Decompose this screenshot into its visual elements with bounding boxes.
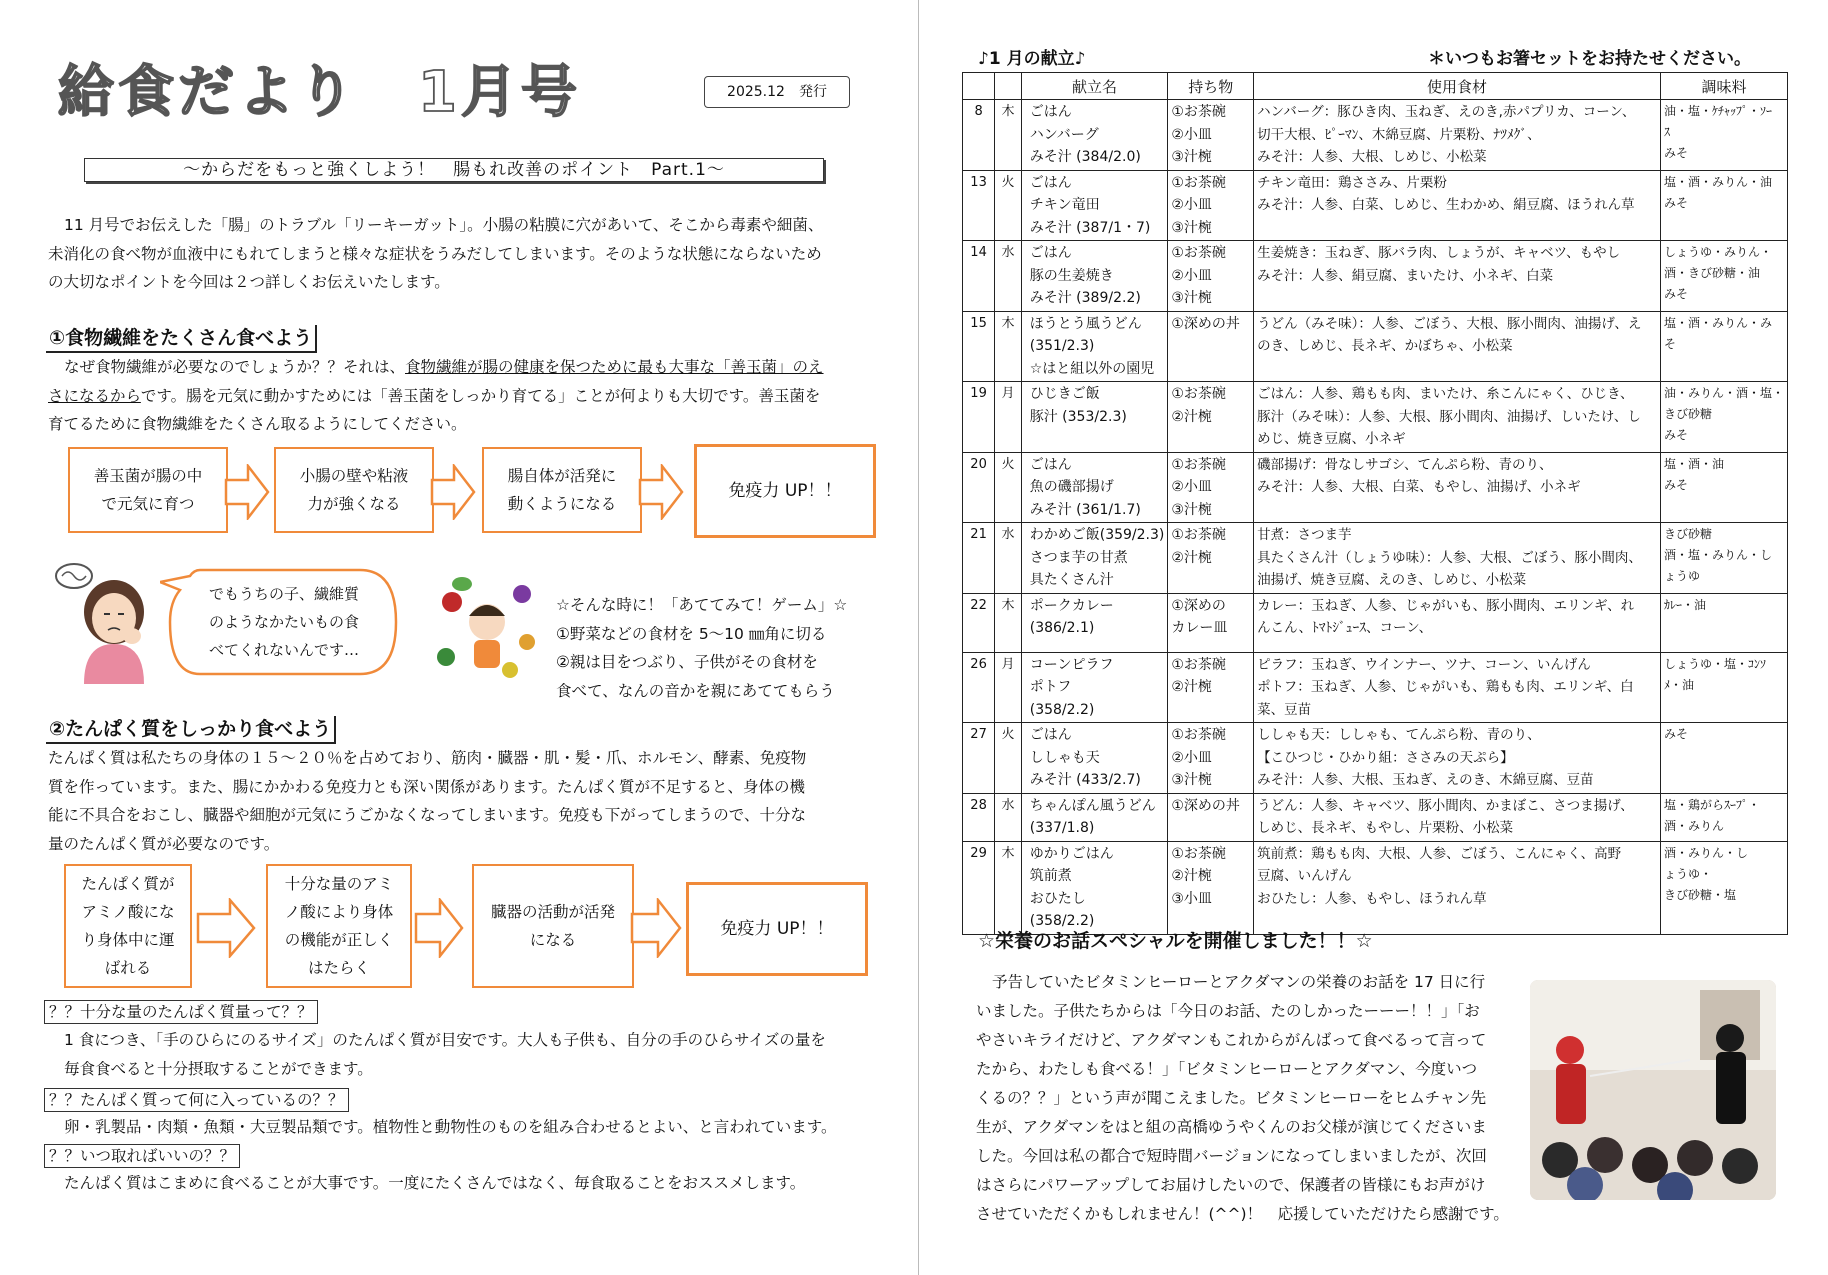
flow1-step3 [482,447,642,533]
special-line: やさいキライだけど、アクダマンもこれからがんばって食べるって言って [976,1031,1487,1049]
cell-items-line: カレー皿 [1171,620,1228,636]
cell-seasonings-line: 油・塩・ｹﾁｬｯﾌﾟ・ｿｰ [1663,104,1772,118]
flow2-result: 免疫力 UP！！ [686,882,868,976]
cell-ingredients-line: んこん、ﾄﾏﾄｼﾞｭｰｽ、コーン、 [1257,620,1433,636]
section1-text: 育てるために食物繊維をたくさん取るようにしてください。 [48,415,467,433]
cell-items-line: ①お茶碗 [1171,527,1226,543]
cell-dishes-line: ししゃも天 [1029,749,1100,766]
cell-dishes-line: みそ汁 (361/1.7) [1029,501,1141,518]
cell-ingredients [1254,311,1661,382]
cell-dishes [1021,170,1168,241]
cell-day: 19 [963,382,995,453]
cell-dishes-line: (358/2.2) [1029,913,1095,929]
cell-day: 28 [963,793,995,841]
menu-row [963,311,1788,382]
cell-items-line: ①お茶碗 [1171,245,1226,261]
question-2: ？？たんぱく質って何に入っているの？？ [44,1088,349,1112]
cell-dishes [1021,100,1168,171]
flow-text: ノ酸により身体 [284,903,394,921]
cell-seasonings-line: きび砂糖 [1663,407,1712,421]
cell-dow: 月 [995,382,1022,453]
question-3: ？？いつ取ればいいの？？ [44,1144,240,1168]
cell-seasonings [1660,652,1787,723]
cell-seasonings-line: 酒・塩・みりん・し [1663,548,1772,562]
menu-row [963,452,1788,523]
cell-dishes-line: チキン竜田 [1029,197,1100,213]
cell-ingredients-line: うどん（みそ味）：人参、ごぼう、大根、豚小間肉、油揚げ、え [1257,315,1642,332]
cell-ingredients-line: 具たくさん汁（しょうゆ味）：人参、大根、ごぼう、豚小間肉、 [1257,549,1642,566]
flow-text: ばれる [104,959,152,977]
menu-row [963,723,1788,794]
cell-seasonings [1660,452,1787,523]
cell-dishes-line: ちゃんぽん風うどん [1029,797,1156,814]
cell-dishes [1021,652,1168,723]
cell-ingredients [1254,100,1661,171]
intro-line: の大切なポイントを今回は２つ詳しくお伝えいたします。 [48,273,450,291]
cell-ingredients-line: ししゃも天：ししゃも、てんぷら粉、青のり、 [1257,727,1541,743]
cell-dishes [1021,523,1168,594]
cell-items [1168,723,1254,794]
cell-seasonings-line: みそ [1663,146,1688,160]
section1-heading: ①食物繊維をたくさん食べよう [46,325,317,353]
newsletter-title: 給食だより 1月号 [58,60,581,125]
cell-dishes-line: (337/1.8) [1029,820,1095,836]
cell-dishes-line: (351/2.3) [1029,338,1095,354]
cell-seasonings-line: ょうゆ [1663,569,1700,583]
section1-text: なぜ食物繊維が必要なのでしょうか？？それは、 [64,358,406,376]
cell-ingredients-line: 切干大根、ﾋﾟｰﾏﾝ、木綿豆腐、片栗粉、ﾅﾂﾒｸﾞ、 [1257,126,1541,143]
cell-items [1168,593,1254,652]
cell-dishes-line: コーンピラフ [1029,656,1114,673]
issue-date: 2025.12 発行 [704,76,850,108]
answer-line: 毎食食べると十分摂取することができます。 [64,1059,373,1078]
cell-ingredients-line: みそ汁：人参、絹豆腐、まいたけ、小ネギ、白菜 [1257,267,1554,284]
cell-items-line: ①深めの丼 [1171,315,1240,332]
cell-items-line: ②小皿 [1171,479,1212,495]
menu-row [963,593,1788,652]
cell-ingredients-line: ごはん：人参、鶏もも肉、まいたけ、糸こんにゃく、ひじき、 [1257,386,1634,402]
cell-dow: 水 [995,523,1022,594]
cell-dow: 水 [995,241,1022,312]
flow-text: になる [529,931,577,949]
cell-seasonings [1660,241,1787,312]
section1-underlined-text: 食物繊維が腸の健康を保つために最も大事な「善玉菌」のえ [405,358,824,376]
cell-items [1168,452,1254,523]
cell-dishes [1021,793,1168,841]
cell-ingredients-line: 油揚げ、焼き豆腐、えのき、しめじ、小松菜 [1257,572,1527,588]
cell-seasonings-line: ｶﾚｰ・油 [1663,597,1706,612]
cell-seasonings-line: 塩・酒・みりん・油 [1663,174,1772,189]
cell-seasonings-line: 酒・みりん・し [1663,845,1748,860]
special-line: した。今回は私の都合で短時間バージョンになってしまいましたが、次回 [976,1147,1487,1165]
flow-text: たんぱく質が [81,875,175,893]
cell-items-line: ②汁椀 [1171,868,1212,884]
cell-ingredients-line: みそ汁：人参、白菜、しめじ、生わかめ、絹豆腐、ほうれん草 [1257,197,1635,213]
cell-dishes-line: みそ汁 (389/2.2) [1029,290,1141,306]
cell-dishes [1021,723,1168,794]
cell-ingredients [1254,723,1661,794]
cell-dow: 木 [995,593,1022,652]
cell-items-line: ③汁椀 [1171,290,1212,306]
section1-underlined-text: さになるから [48,386,141,405]
cell-seasonings-line: みそ [1663,727,1688,741]
answer-2: 卵・乳製品・肉類・魚類・大豆製品類です。植物性と動物性のものを組み合わせるとよい、と言われています。 [64,1118,837,1136]
flow-text: の機能が正しく [284,931,394,949]
cell-ingredients-line: のき、しめじ、長ネギ、かぼちゃ、小松菜 [1257,338,1513,354]
cell-seasonings-line: ﾒ・油 [1663,677,1694,692]
cell-dishes-line: (386/2.1) [1029,620,1095,636]
cell-ingredients [1254,793,1661,841]
cell-seasonings [1660,841,1787,934]
cell-ingredients-line: めじ、焼き豆腐、小ネギ [1257,431,1406,447]
cell-items [1168,311,1254,382]
cell-dishes-line: ハンバーグ [1029,126,1099,143]
cell-items-line: ②小皿 [1171,197,1212,213]
special-line: 予告していたビタミンヒーローとアクダマンの栄養のお話を 17 日に行 [992,973,1486,991]
cell-ingredients-line: 豆腐、いんげん [1257,868,1352,884]
cell-items [1168,382,1254,453]
cell-dishes-line: ごはん [1029,104,1072,120]
flow-arrow-icon [630,898,682,958]
cell-ingredients [1254,593,1661,652]
cell-seasonings-line: ｽ [1663,125,1670,139]
bubble-line: のようなかたいもの食 [208,613,359,631]
game-box [556,591,847,705]
cell-dishes-line: 豚の生姜焼き [1029,267,1114,284]
special-line: 生が、アクダマンをはと組の高橋ゆうやくんのお父様が演じてくださいま [976,1118,1487,1136]
cell-seasonings-line: そ [1663,336,1676,351]
menu-title: ♪1 月の献立♪ [978,49,1086,69]
cell-day: 29 [963,841,995,934]
cell-day: 13 [963,170,995,241]
cell-ingredients-line: チキン竜田：鶏ささみ、片栗粉 [1257,174,1447,191]
cell-day: 15 [963,311,995,382]
cell-seasonings-line: みそ [1663,477,1688,492]
flow1-step1 [68,447,228,533]
cell-day: 8 [963,100,995,171]
menu-table [962,72,1788,935]
header-ingredients: 使用食材 [1254,73,1661,100]
worried-mother-illustration [44,554,160,684]
cell-day: 26 [963,652,995,723]
cell-ingredients-line: しめじ、長ネギ、もやし、片栗粉、小松菜 [1257,820,1514,836]
special-line: たから、わたしも食べる！」「ビタミンヒーローとアクダマン、今度いつ [976,1060,1478,1078]
child-vegetables-illustration [432,572,542,682]
cell-items-line: ③汁椀 [1171,772,1212,788]
cell-seasonings-line: 酒・きび砂糖・油 [1663,266,1760,280]
cell-seasonings-line: みそ [1663,428,1688,442]
cell-ingredients [1254,652,1661,723]
cell-seasonings [1660,170,1787,241]
cell-seasonings [1660,793,1787,841]
cell-dow: 月 [995,652,1022,723]
cell-dow: 木 [995,841,1022,934]
cell-day: 20 [963,452,995,523]
cell-items-line: ①お茶碗 [1171,174,1226,191]
cell-items [1168,241,1254,312]
cell-seasonings-line: きび砂糖・塩 [1663,887,1736,902]
section2-line: 能に不具合をおこし、臓器や細胞が元気にうごかなくなってしまいます。免疫も下がってしまうので、十分な [48,806,806,824]
cell-items [1168,523,1254,594]
cell-dishes-line: ☆はと組以外の園児 [1029,360,1155,377]
cell-dishes-line: ごはん [1029,456,1072,473]
special-heading: ☆栄養のお話スペシャルを開催しました！！☆ [978,930,1373,952]
cell-items-line: ②汁椀 [1171,679,1212,695]
intro-line: 11 月号でお伝えした「腸」のトラブル「リーキーガット」。小腸の粘膜に穴があいて、そこから毒素や細菌、 [64,216,824,234]
intro-paragraph [48,211,823,297]
section2-paragraph [48,744,806,858]
header-items: 持ち物 [1168,73,1254,100]
cell-dishes-line: みそ汁 (384/2.0) [1029,149,1141,165]
cell-seasonings-line: しょうゆ・みりん・ [1663,245,1772,259]
flow-text: 十分な量のアミ [284,875,394,893]
cell-ingredients-line: 豚汁（みそ味）：人参、大根、豚小間肉、油揚げ、しいたけ、し [1257,408,1641,425]
flow-arrow-icon [638,464,684,520]
cell-ingredients-line: ポトフ：玉ねぎ、人参、じゃがいも、鶏もも肉、エリンギ、白 [1257,679,1634,695]
menu-row [963,652,1788,723]
cell-seasonings-line: しょうゆ・塩・ｺﾝｿ [1663,656,1766,671]
menu-row [963,793,1788,841]
cell-items [1168,170,1254,241]
menu-header-row [963,73,1788,100]
menu-row [963,241,1788,312]
cell-seasonings-line: 塩・酒・油 [1663,456,1724,471]
cell-dow: 火 [995,452,1022,523]
cell-dishes-line: ひじきご飯 [1029,386,1100,402]
cell-dishes-line: おひたし [1029,890,1086,907]
special-line: はさらにパワーアップしてお届けしたいので、保護者の皆様にもお声がけ [976,1176,1486,1194]
flow-arrow-icon [224,464,270,520]
header-day [963,73,995,100]
section2-line: 量のたんぱく質が必要なのです。 [48,834,280,853]
cell-ingredients [1254,241,1661,312]
cell-items-line: ③小皿 [1171,890,1212,907]
cell-ingredients-line: カレー：玉ねぎ、人参、じゃがいも、豚小間肉、エリンギ、れ [1257,597,1635,614]
flow-text: はたらく [307,959,370,977]
game-step: ②親は目をつぶり、子供がその食材を [556,653,818,671]
cell-dow: 火 [995,170,1022,241]
cell-day: 22 [963,593,995,652]
cell-dishes-line: みそ汁 (387/1・7) [1029,219,1151,236]
flow2-step3 [472,864,634,988]
cell-items-line: ①お茶碗 [1171,656,1226,673]
subtitle-banner: ～からだをもっと強くしよう！ 腸もれ改善のポイント Part.1～ [84,158,824,182]
cell-items-line: ③汁椀 [1171,149,1212,165]
cell-items [1168,652,1254,723]
cell-dishes-line: ほうとう風うどん [1029,315,1142,332]
cell-seasonings-line: 塩・鶏がらｽｰﾌﾟ・ [1663,797,1760,812]
cell-dishes [1021,593,1168,652]
cell-items-line: ③汁椀 [1171,219,1212,236]
special-line: くるの？？」という声が聞こえました。ビタミンヒーローをヒムチャン先 [976,1089,1487,1107]
flow2-step1 [64,864,192,988]
header-seasonings: 調味料 [1660,73,1787,100]
cell-dishes-line: ごはん [1029,174,1072,191]
cell-dishes-line: 筑前煮 [1029,868,1072,884]
answer-1 [48,1026,826,1083]
special-line: いました。子供たちからは「今日のお話、たのしかったーーー！！」「お [976,1002,1480,1020]
cell-seasonings [1660,593,1787,652]
cell-dishes-line: ポークカレー [1029,597,1114,614]
cell-ingredients [1254,382,1661,453]
bubble-line: べてくれないんです… [208,641,359,659]
flow-text: り身体中に運 [81,931,175,949]
cell-seasonings-line: みそ [1663,195,1688,210]
cell-items-line: ②小皿 [1171,126,1212,143]
cell-seasonings-line: 酒・みりん [1663,818,1724,833]
cell-dishes-line: ゆかりごはん [1029,845,1114,862]
cell-dishes-line: 具たくさん汁 [1029,572,1114,588]
flow-text: で元気に育つ [101,495,195,513]
cell-seasonings-line: みそ [1663,287,1688,301]
cell-ingredients-line: ハンバーグ：豚ひき肉、玉ねぎ、えのき,赤パプリカ、コーン、 [1257,104,1636,120]
cell-dishes-line: 豚汁 (353/2.3) [1029,408,1127,425]
section2-heading: ②たんぱく質をしっかり食べよう [46,716,336,744]
intro-line: 未消化の食べ物が血液中にもれてしまうと様々な症状をうみだしてしまいます。そのような状態にならないため [48,244,822,263]
cell-day: 27 [963,723,995,794]
cell-ingredients-line: 菜、豆苗 [1257,701,1312,718]
cell-seasonings [1660,382,1787,453]
cell-ingredients-line: みそ汁：人参、大根、白菜、もやし、油揚げ、小ネギ [1257,479,1581,495]
game-title: ☆そんな時に！「あててみて！ゲーム」☆ [556,596,848,614]
section1-paragraph [48,353,824,439]
cell-items-line: ②小皿 [1171,267,1212,284]
cell-ingredients-line: 甘煮：さつま芋 [1257,527,1352,543]
flow-text: 腸自体が活発に [507,467,617,485]
cell-ingredients-line: 磯部揚げ：骨なしサゴシ、てんぷら粉、青のり、 [1257,456,1553,473]
cell-dishes-line: ごはん [1029,727,1072,743]
chopsticks-reminder: ＊いつもお箸セットをお持たせください。 [1428,49,1751,69]
cell-items-line: ②汁椀 [1171,408,1212,425]
cell-seasonings-line: きび砂糖 [1663,527,1712,541]
section2-line: たんぱく質は私たちの身体の１５～２０％を占めており、筋肉・臓器・肌・髪・爪、ホルモン、酵素、免疫物 [48,749,807,767]
bubble-line: でもうちの子、繊維質 [208,585,359,603]
cell-dishes-line: さつま芋の甘煮 [1029,549,1128,566]
cell-ingredients [1254,170,1661,241]
cell-dishes [1021,452,1168,523]
menu-row [963,382,1788,453]
cell-seasonings [1660,723,1787,794]
cell-items-line: ①お茶碗 [1171,845,1226,862]
cell-ingredients-line: みそ汁：人参、大根、玉ねぎ、えのき、木綿豆腐、豆苗 [1257,772,1594,788]
cell-ingredients-line: 【こひつじ・ひかり組：ささみの天ぷら】 [1257,749,1514,766]
cell-items-line: ①深めの丼 [1171,797,1240,814]
cell-dishes-line: ポトフ [1029,679,1072,695]
cell-dishes [1021,311,1168,382]
cell-ingredients-line: うどん：人参、キャベツ、豚小間肉、かまぼこ、さつま揚げ、 [1257,797,1634,814]
flow-text: 臓器の活動が活発 [490,903,615,921]
header-dish: 献立名 [1021,73,1168,100]
cell-dishes [1021,382,1168,453]
cell-items-line: ①お茶碗 [1171,104,1226,120]
cell-ingredients [1254,523,1661,594]
cell-items [1168,793,1254,841]
flow2-step2 [266,864,412,988]
menu-row [963,170,1788,241]
cell-items-line: ①お茶碗 [1171,456,1226,473]
cell-dishes-line: (358/2.2) [1029,701,1095,718]
answer-3: たんぱく質はこまめに食べることが大事です。一度にたくさんではなく、毎食取ることをおススメします。 [64,1174,806,1192]
flow-arrow-icon [430,464,476,520]
flow-text: 動くようになる [507,495,617,513]
cell-day: 14 [963,241,995,312]
flow-text: 力が強くなる [307,495,401,513]
cell-dow: 火 [995,723,1022,794]
special-paragraph [976,968,1509,1229]
flow-text: 小腸の壁や粘液 [299,467,409,485]
cell-seasonings-line: 油・みりん・酒・塩・ [1663,386,1784,400]
cell-seasonings-line: ょうゆ・ [1663,866,1712,881]
flow-text: アミノ酸にな [81,903,175,921]
flow-arrow-icon [196,898,258,958]
cell-dishes-line: ごはん [1029,245,1072,261]
answer-line: 1 食につき、「手のひらにのるサイズ」のたんぱく質が目安です。大人も子供も、自分の手のひらサイズの量を [64,1031,826,1049]
cell-seasonings [1660,523,1787,594]
section2-line: 質を作っています。また、腸にかかわる免疫力とも深い関係があります。たんぱく質が不足すると、身体の機 [48,777,806,796]
cell-dishes [1021,841,1168,934]
menu-row [963,523,1788,594]
game-step: ①野菜などの食材を 5～10 ㎜角に切る [556,624,827,643]
cell-items-line: ③汁椀 [1171,501,1212,518]
event-photo [1530,980,1776,1200]
cell-dow: 木 [995,311,1022,382]
cell-items [1168,100,1254,171]
header-dow [995,73,1022,100]
cell-items [1168,841,1254,934]
cell-ingredients [1254,452,1661,523]
flow1-step2 [274,447,434,533]
cell-dishes-line: 魚の磯部揚げ [1029,479,1114,495]
cell-ingredients [1254,841,1661,934]
flow-text: 善玉菌が腸の中 [93,467,203,485]
cell-items-line: ①深めの [1171,597,1226,614]
question-1: ？？十分な量のたんぱく質量って？？ [44,1000,318,1024]
cell-dishes [1021,241,1168,312]
section1-text: です。腸を元気に動かすためには「善玉菌をしっかり育てる」ことが何よりも大切です。善玉菌を [140,386,821,405]
event-photo-illustration [1530,980,1776,1200]
cell-seasonings-line: 塩・酒・みりん・み [1663,315,1772,330]
cell-items-line: ②小皿 [1171,749,1212,766]
cell-dow: 水 [995,793,1022,841]
cell-items-line: ①お茶碗 [1171,727,1226,743]
cell-ingredients-line: 筑前煮：鶏もも肉、大根、人参、ごぼう、こんにゃく、高野 [1257,845,1622,862]
cell-dishes-line: わかめご飯(359/2.3) [1029,527,1165,543]
cell-items-line: ②汁椀 [1171,549,1212,566]
game-step: 食べて、なんの音かを親にあててもらう [556,681,835,700]
flow1-result: 免疫力 UP！！ [694,444,876,538]
menu-row [963,100,1788,171]
special-line: させていただくかもしれません！(^^)！ 応援していただけたら感謝です。 [976,1205,1509,1223]
menu-row [963,841,1788,934]
cell-dow: 木 [995,100,1022,171]
cell-day: 21 [963,523,995,594]
cell-ingredients-line: 生姜焼き：玉ねぎ、豚バラ肉、しょうが、キャベツ、もやし [1257,245,1621,261]
speech-bubble-text [184,580,384,664]
cell-dishes-line: みそ汁 (433/2.7) [1029,772,1141,788]
cell-items-line: ①お茶碗 [1171,386,1226,402]
cell-seasonings [1660,311,1787,382]
cell-seasonings [1660,100,1787,171]
flow-arrow-icon [414,898,464,958]
cell-ingredients-line: おひたし：人参、もやし、ほうれん草 [1257,890,1487,907]
cell-ingredients-line: みそ汁：人参、大根、しめじ、小松菜 [1257,149,1487,165]
cell-ingredients-line: ピラフ：玉ねぎ、ウインナー、ツナ、コーン、いんげん [1257,656,1591,673]
page-divider [918,0,919,1275]
